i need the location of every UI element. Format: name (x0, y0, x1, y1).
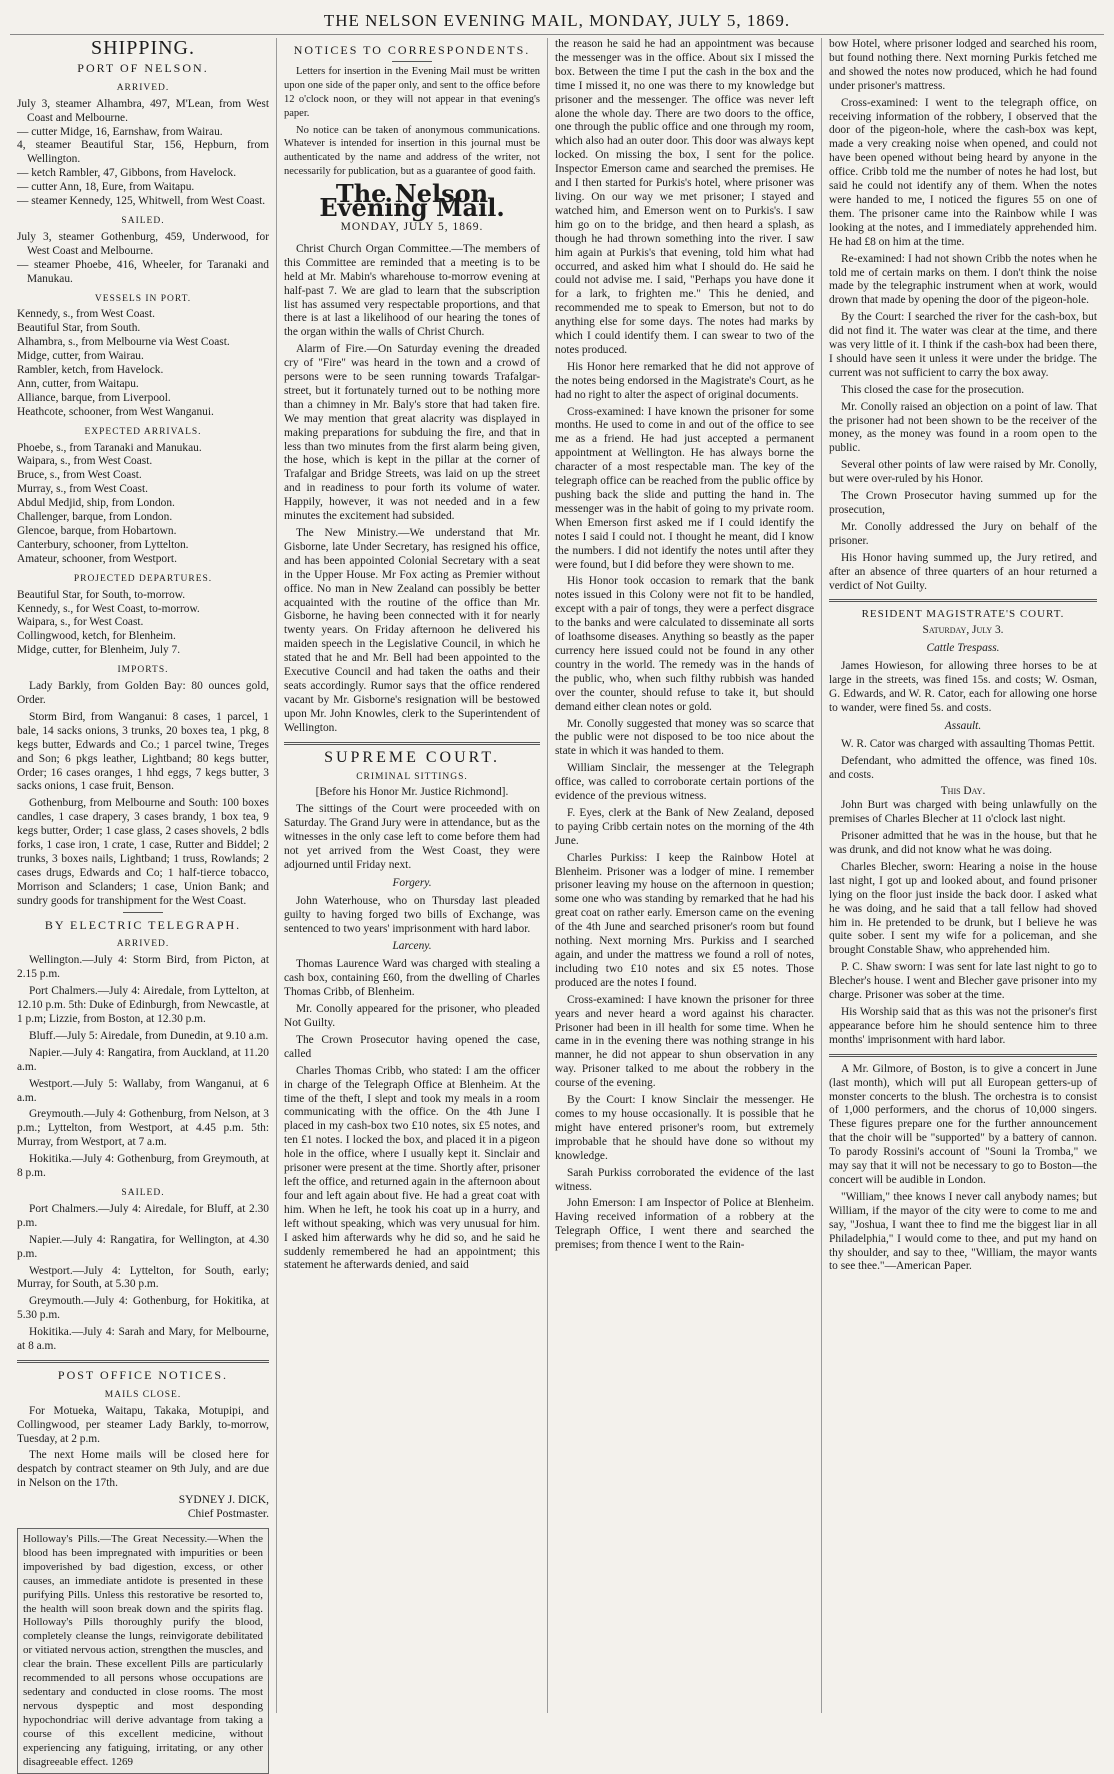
trial-paragraph: Cross-examined: I have known the prisoner for three years and never heard a word against his character. Prisoner had been in ill health for some time. When he came in in the evening there was nothing strange in his manner, he did not appear to shun observation in any way. Prisoner talked to me about the robbery in the course of the evening. (555, 993, 814, 1090)
forgery-head: Forgery. (392, 876, 432, 889)
mails-head: MAILS CLOSE. (104, 1389, 182, 1400)
list-item: Murray, s., from West Coast. (17, 483, 149, 496)
list-item: Midge, cutter, from Wairau. (17, 350, 144, 363)
list-item: Beautiful Star, from South. (17, 322, 141, 335)
import-entry: Lady Barkly, from Golden Bay: 80 ounces gold, Order. (17, 680, 269, 706)
imports-head: IMPORTS. (117, 665, 169, 676)
telegraph-entry: Greymouth.—July 4: Gothenburg, for Hokitika, at 5.30 p.m. (17, 1295, 269, 1322)
list-item: Ann, cutter, from Waitapu. (17, 377, 139, 390)
signature-role: Chief Postmaster. (187, 1508, 269, 1521)
list-item: — steamer Phoebe, 416, Wheeler, for Taranaki and Manukau. (17, 258, 269, 285)
telegraph-entry: Westport.—July 5: Wallaby, from Wanganui, at 6 a.m. (17, 1077, 269, 1104)
larceny-text: Charles Thomas Cribb, who stated: I am the officer in charge of the Telegraph Office at Blenheim. At the time of the theft, I slept and took my meals in a room communicating with the office. On the 4th June I placed in my cash-box two £10 notes, six £5 notes, and ten £1 notes. I locked the box, and placed it in a pigeon hole in the office, where I usually kept it. Sinclair and prisoner were present at the time. Shortly after, prisoner left the office, and returned again in the afternoon about four and left again about five. He had a great coat with him. When he left, he took his coat up in a hurry, and left without speaking, which was very unusual for him. I asked him afterwards why he did so, and he said he suddenly remembered he had an appointment; this statement he afterwards denied, and said (284, 1064, 540, 1272)
trial-paragraph: Charles Purkiss: I keep the Rainbow Hotel at Blenheim. Prisoner was a lodger of mine. I remember prisoner leaving my house on the afternoon in question; some one who was standing by remarked that he had his great coat on rather early. Emerson came on the evening of the 4th June and searched prisoner's room but found nothing. Next morning Mrs. Purkiss and I searched again, and under the mattress we found a roll of notes, including two £10 notes and six £5 notes. Those produced are the notes I found. (555, 851, 814, 989)
column-3 (547, 38, 821, 1713)
list-item: Beautiful Star, for South, to-morrow. (17, 588, 186, 601)
trial-paragraph: Mr. Conolly raised an objection on a point of law. That the prisoner had not been shown to be the receiver of the money, as the money was found in a room open to the public. (829, 400, 1097, 455)
arrived-list (17, 98, 269, 209)
telegraph-entry: Bluff.—July 5: Airedale, from Dunedin, at 9.10 a.m. (29, 1029, 269, 1042)
list-item: Alliance, barque, from Liverpool. (17, 391, 171, 404)
court-entry: Defendant, who admitted the offence, was fined 10s. and costs. (829, 754, 1097, 781)
list-item: Challenger, barque, from London. (17, 511, 173, 524)
trial-paragraph: William Sinclair, the messenger at the Telegraph office, was called to corroborate certain portions of the evidence of the previous witness. (555, 762, 814, 803)
court-entry: John Burt was charged with being unlawfully on the premises of Charles Blecher at 11 o'clock last night. (829, 799, 1097, 826)
telegraph-entry: Napier.—July 4: Rangatira, from Auckland, at 11.20 a.m. (17, 1046, 269, 1073)
cattle-head: Cattle Trespass. (926, 642, 1000, 655)
columns (10, 37, 1104, 1768)
gilmore-item: A Mr. Gilmore, of Boston, is to give a concert in June (last month), which will put all European getters-up of monster concerts to the blush. The orchestra is to consist of 1,000 performers, and the chorus of 10,000 singers. These figures prepare one for the further announcement that the choir will be "supported" by a battery of cannon. To parody Rossini's account of "Souni la Tromba," we may say that it will not be necessary to go to Boston—the concert will be audible in London. (829, 1062, 1097, 1186)
larceny-head: Larceny. (392, 940, 432, 953)
list-item: Waipara, s., from West Coast. (17, 455, 153, 468)
telegraph-entry: Hokitika.—July 4: Gothenburg, from Greymouth, at 8 p.m. (17, 1153, 269, 1180)
notice-text: Letters for insertion in the Evening Mail must be written upon one side of the paper only, and sent to the office before 12 o'clock noon, or they will not appear in that evening's paper. (284, 65, 540, 119)
forgery-text: John Waterhouse, who on Thursday last pleaded guilty to having forged two bills of Exchange, was sentenced to two years' imprisonment with hard labor. (284, 894, 540, 935)
divider (829, 1054, 1097, 1057)
divider (123, 912, 163, 913)
signature-name: SYDNEY J. DICK, (178, 1494, 269, 1507)
supreme-court-title: SUPREME COURT. (324, 748, 500, 766)
list-item: Bruce, s., from West Coast. (17, 469, 142, 482)
trial-paragraph: bow Hotel, where prisoner lodged and searched his room, but found nothing there. Next morning Purkis fetched me and showed the notes now produced, which he had found under prisoner's mattress. (829, 38, 1097, 92)
trial-paragraph: F. Eyes, clerk at the Bank of New Zealand, deposed to paying Cribb certain notes on the morning of the 4th June. (555, 806, 814, 847)
news-paragraph: The New Ministry.—We understand that Mr. Gisborne, late Under Secretary, has resigned his office, and has been appointed Colonial Secretary with a seat in the Upper House. Mr Fox acting as Premier without office. No man in New Zealand can possibly be better acquainted with the routine of the office than Mr. Gisborne, he having been connected with it for nearly twenty years. On Friday afternoon he delivered his maiden speech in the Legislative Council, in which he stated that he and Mr. Bell had been appointed to the Executive Council and had taken the oaths and their seats accordingly. Rumor says that the office rendered vacant by Mr. Gisborne's resignation will be bestowed upon Mr. John Knowles, clerk to the Superintendent of Wellington. (284, 527, 540, 734)
court-intro: The sittings of the Court were proceeded with on Saturday. The Grand Jury were in attendance, but as the witnesses in the only case left to come before them had not yet arrived from the West Coast, they were adjourned until Friday next. (284, 803, 540, 871)
telegraph-entry: Port Chalmers.—July 4: Airedale, from Lyttelton, at 12.10 p.m. 5th: Duke of Edinburgh, from Newcastle, at 1 p.m; Lizzie, from Boston, at 12.30 p.m. (17, 985, 269, 1025)
telegraph-entry: Greymouth.—July 4: Gothenburg, from Nelson, at 3 p.m.; Lyttelton, from Westport, at 4.45 p.m. 5th: Murray, from Westport, at 7 a.m. (17, 1108, 269, 1149)
mail-notice: For Motueka, Waitapu, Takaka, Motupipi, and Collingwood, per steamer Lady Barkly, to-morrow, Tuesday, at 2 p.m. (17, 1404, 269, 1445)
court-entry: P. C. Shaw sworn: I was sent for late last night to go to Blecher's house. I went and Blecher gave prisoner into my charge. Prisoner was sober at the time. (829, 961, 1097, 1002)
column-4 (821, 38, 1104, 1713)
divider (829, 599, 1097, 602)
expected-head: EXPECTED ARRIVALS. (84, 426, 202, 437)
list-item: Collingwood, ketch, for Blenheim. (17, 630, 176, 643)
list-item: Canterbury, schooner, from Lyttelton. (17, 538, 189, 551)
trial-paragraph: His Honor here remarked that he did not approve of the notes being endorsed in the Magistrate's Court, as he had no right to alter the aspect of original documents. (555, 360, 814, 401)
import-entry: Storm Bird, from Wanganui: 8 cases, 1 parcel, 1 bale, 14 sacks onions, 3 trunks, 20 boxes tea, 1 pkg, 8 kegs butter, Edwards and Co.; 1 parcel twine, Treges and Son; 6 pkgs leather, Lightband; 80 kegs butter, Order; 16 cases oranges, 1 hhd eggs, 7 kegs butter, 3 sacks onions, 1 case fruit, Benson. (17, 710, 269, 793)
issue-date: MONDAY, JULY 5, 1869. (340, 220, 484, 233)
trial-paragraph: The Crown Prosecutor having summed up for the prosecution, (829, 490, 1097, 516)
list-item: Waipara, s., for West Coast. (17, 616, 144, 629)
post-office-title: POST OFFICE NOTICES. (57, 1367, 229, 1382)
court-entry: Prisoner admitted that he was in the house, but that he was drunk, and did not know what he was doing. (829, 830, 1097, 857)
trial-paragraph: the reason he said he had an appointment was because the messenger was in the office. About six I missed the box. Between the time I put the cash in the box and the time I missed it, no one was there to my knowledge but prisoner and the messenger. The office was never left alone the whole day. There are two doors to the office, one through the public office and one through my room, which also had an outer door. This door was always kept locked. On missing the box, I sent for the police. Inspector Emerson came and searched the premises. He and I then started for Purkis's hotel, where prisoner was living. On our way we met prisoner; I stayed and watched him, and Emerson went on to Purkis's. I saw him go on to the bridge, and then heard a splash, as though he had thrown something into the river. I saw him again at Purkis's that evening, told him what had occurred, and asked him what I should do. He said he could not advise me. I said, "Perhaps you have done it for a lark, to frighten me." This he denied, and recommended me to speak to Emerson, but not to do anything else for some days. The notes had marks by which I could identify them. I can swear to two of the notes produced. (555, 38, 814, 356)
arrived-head: ARRIVED. (116, 82, 170, 93)
list-item: July 3, steamer Alhambra, 497, M'Lean, from West Coast and Melbourne. (17, 97, 269, 124)
shipping-title: SHIPPING. (90, 37, 196, 59)
list-item: Alhambra, s., from Melbourne via West Coast. (17, 336, 230, 349)
column-2 (276, 38, 547, 1713)
list-item: Midge, cutter, for Blenheim, July 7. (17, 644, 181, 657)
court-entry: Charles Blecher, sworn: Hearing a noise in the house last night, I got up and looked about, and found prisoner lying on the floor just inside the back door. I asked what he was doing, and he said that a tall fellow had shoved him in. He pretended to be drunk, but I believe he was quite sober. I sent my wife for a policeman, and she brought Constable Shaw, who apprehended him. (829, 860, 1097, 957)
assault-head: Assault. (944, 719, 982, 732)
paper-title: The Nelson Evening Mail. (319, 179, 505, 223)
trial-paragraph: His Honor having summed up, the Jury retired, and after an absence of three quarters of an hour returned a verdict of Not Guilty. (829, 551, 1097, 592)
william-item: "William," thee knows I never call anybody names; but William, if the mayor of the city were to come to me and say, "Joshua, I want thee to find me the biggest liar in all Philadelphia," I would come to thee, and put my hand on thy shoulder, and say to thee, "William, the mayor wants to see thee."—American Paper. (829, 1190, 1097, 1273)
mail-notice: The next Home mails will be closed here for despatch by contract steamer on 9th July, and are due in Nelson on the 17th. (17, 1449, 269, 1490)
list-item: Amateur, schooner, from Westport. (17, 552, 177, 565)
list-item: Heathcote, schooner, from West Wanganui. (17, 405, 214, 418)
import-entry: Gothenburg, from Melbourne and South: 100 boxes candles, 1 case drapery, 3 cases brandy, 1 box tea, 9 kegs butter, Order; 1 case glass, 2 cases shovels, 2 bdls forks, 1 case iron, 1 crate, 1 case, Rutter and Biddel; 2 trunks, 3 boxes nails, Lightband; 1 truss, Rowlands; 2 cases drugs, Edwards and Co; 1 half-tierce tobacco, Morrison and Sclanders; 1 case, Union Bank; and sundry goods for transhipment for the West Coast. (17, 797, 269, 907)
rm-court-title: RESIDENT MAGISTRATE'S COURT. (861, 608, 1065, 621)
trial-paragraph: Mr. Conolly suggested that money was so scarce that the public were not disposed to be too nice about the state in which it was handed to them. (555, 717, 814, 758)
tel-sailed-head: SAILED. (121, 1187, 165, 1198)
court-entry: His Worship said that as this was not the prisoner's first appearance before him he should sentence him to three months' imprisonment with hard labor. (829, 1006, 1097, 1046)
criminal-sittings: CRIMINAL SITTINGS. (356, 771, 468, 782)
list-item: Kennedy, s., for West Coast, to-morrow. (17, 602, 200, 615)
larceny-text: The Crown Prosecutor having opened the case, called (284, 1033, 540, 1060)
divider (284, 742, 540, 745)
telegraph-entry: Westport.—July 4: Lyttelton, for South, early; Murray, for South, at 5.30 p.m. (17, 1264, 269, 1291)
this-day-head: This Day. (940, 785, 986, 798)
list-item: — cutter Midge, 16, Earnshaw, from Wairau. (17, 125, 223, 138)
list-item: Phoebe, s., from Taranaki and Manukau. (17, 441, 202, 454)
court-entry: James Howieson, for allowing three horses to be at large in the streets, was fined 15s. and costs; W. Osman, G. Edwards, and W. R. Cator, each for allowing one horse to wander, were fined 5s. and costs. (829, 660, 1097, 714)
telegraph-entry: Hokitika.—July 4: Sarah and Mary, for Melbourne, at 8 a.m. (17, 1326, 269, 1353)
list-item: Glencoe, barque, from Hobartown. (17, 525, 177, 537)
list-item: — cutter Ann, 18, Eure, from Waitapu. (17, 181, 195, 194)
divider (17, 1360, 269, 1363)
trial-paragraph: John Emerson: I am Inspector of Police at Blenheim. Having received information of a robbery at the Telegraph Office, I went there and searched the premises; from thence I went to the Rain- (555, 1197, 814, 1252)
trial-paragraph: His Honor took occasion to remark that the bank notes issued in this Colony were not fit to be handled, except with a pair of tongs, they were a perfect disgrace to the banks and were calculated to disseminate all sorts of loathsome diseases. Anything so beastly as the paper currency here issued could not be found in any other country in the world. The remedy was in the hands of the public, who, when such filthy rubbish was handed over the counter, should refuse to take it, but should demand either clean notes or gold. (555, 575, 814, 713)
list-item: July 3, steamer Gothenburg, 459, Underwood, for West Coast and Melbourne. (17, 230, 269, 257)
list-item: — ketch Rambler, 47, Gibbons, from Havelock. (17, 167, 237, 180)
larceny-text: Thomas Laurence Ward was charged with stealing a cash box, containing £60, from the dwelling of Charles Thomas Cribb, of Blenheim. (284, 958, 540, 999)
court-entry: W. R. Cator was charged with assaulting Thomas Pettit. (841, 737, 1095, 750)
column-1 (10, 37, 276, 1768)
notices-title: NOTICES TO CORRESPONDENTS. (293, 43, 531, 57)
list-item: Rambler, ketch, from Havelock. (17, 364, 164, 377)
divider (392, 61, 432, 62)
trial-paragraph: Sarah Purkiss corroborated the evidence of the last witness. (555, 1166, 814, 1193)
sailed-head: SAILED. (121, 215, 165, 226)
news-paragraph: Christ Church Organ Committee.—The members of this Committee are reminded that a meeting is to be held at Mr. Mabin's wharehouse to-morrow evening at half-past 7. We are glad to learn that the subscription list has assumed very respectable proportions, and that there is at last a likelihood of our hearing the tones of the organ within the walls of Christ Church. (284, 242, 540, 339)
telegraph-entry: Port Chalmers.—July 4: Airedale, for Bluff, at 2.30 p.m. (17, 1202, 269, 1229)
larceny-text: Mr. Conolly appeared for the prisoner, who pleaded Not Guilty. (284, 1003, 540, 1029)
court-before: [Before his Honor Mr. Justice Richmond]. (315, 786, 509, 799)
rm-date: Saturday, July 3. (922, 624, 1004, 637)
notice-text: No notice can be taken of anonymous communications. Whatever is intended for insertion in this journal must be authenticated by the name and address of the writer, not necessarily for publication, but as a guarantee of good faith. (284, 124, 540, 178)
trial-paragraph: Re-examined: I had not shown Cribb the notes when he told me of certain marks on them. I don't think the noise made by the telegraphic instrument when at work, would drown that made by opening the door of the pigeon-hole. (829, 252, 1097, 307)
news-paragraph: Alarm of Fire.—On Saturday evening the dreaded cry of "Fire" was heard in the town and a crowd of persons were to be seen running towards Trafalgar-street, but it fortunately turned out to be nothing more than a chimney in Mr. Baly's store that had taken fire. We may mention that great alacrity was displayed in making preparations for subduing the fire, and that in less than two minutes from the first alarm being given, the hose, which is kept in the pillar at the corner of Trafalgar and Bridge Streets, was laid on up the street and in readiness to pour forth its volume of water. Happily, however, it was not needed and in a few minutes the excitement had subsided. (284, 343, 540, 523)
trial-paragraph: Mr. Conolly addressed the Jury on behalf of the prisoner. (829, 520, 1097, 547)
masthead: THE NELSON EVENING MAIL, MONDAY, JULY 5, 1869. (10, 8, 1104, 35)
trial-paragraph: By the Court: I searched the river for the cash-box, but did not find it. The water was clear at the time, and there was very little of it. I think if the cash-box had been there, I should have seen it unless it were under the bridge. The current was not sufficient to carry the box away. (829, 311, 1097, 379)
tel-arrived-head: ARRIVED. (116, 939, 170, 950)
trial-paragraph: Several other points of law were raised by Mr. Conolly, but were over-ruled by his Honor. (829, 459, 1097, 486)
port-title: PORT OF NELSON. (77, 60, 209, 75)
telegraph-entry: Wellington.—July 4: Storm Bird, from Picton, at 2.15 p.m. (17, 954, 269, 981)
trial-paragraph: Cross-examined: I went to the telegraph office, on receiving information of the robbery, I observed that the door of the pigeon-hole, where the cash-box was kept, made a very creaking noise when opened, and could not have been opened without being heard by anyone in the office. Cribb told me the number of notes he had lost, but said he could not identify any of them. When the notes were handed to me, I noticed the figures 55 on one of them. The prisoner came into the Rainbow while I was looking at the notes, and I immediately apprehended him. He had £8 on him at the time. (829, 96, 1097, 248)
list-item: 4, steamer Beautiful Star, 156, Hepburn, from Wellington. (17, 139, 269, 166)
list-item: Abdul Medjid, ship, from London. (17, 497, 175, 510)
inport-head: VESSELS IN PORT. (94, 293, 192, 304)
holloway-advert: Holloway's Pills.—The Great Necessity.—When the blood has been impregnated with impurities or been impoverished by bad digestion, excess, or other causes, an immediate antidote is presented in these purifying Pills. Unless this restorative be resorted to, the health will soon break down and the spirits flag. Holloway's Pills thoroughly purify the blood, completely cleanse the lungs, reinvigorate debilitated or vitiated nervous action, strengthen the muscles, and clear the brain. These excellent Pills are particularly recommended to all persons whose occupations are sedentary and conducted in close rooms. The most nervous dyspeptic and most desponding hypochondriac will derive advantage from taking a course of this excellent medicine, without experiencing any fatiguing, irritating, or any other disagreeable effect. 1269 (17, 1528, 269, 1774)
telegraph-title: BY ELECTRIC TELEGRAPH. (44, 917, 242, 932)
list-item: — steamer Kennedy, 125, Whitwell, from West Coast. (17, 195, 266, 208)
list-item: Kennedy, s., from West Coast. (17, 308, 155, 321)
trial-paragraph: This closed the case for the prosecution. (841, 383, 1025, 396)
trial-paragraph: By the Court: I know Sinclair the messenger. He comes to my house occasionally. It is possible that he might have entered prisoner's room, but extremely improbable that he should have done so without my knowledge. (555, 1094, 814, 1162)
trial-paragraph: Cross-examined: I have known the prisoner for some months. He used to come in and out of the office to see me as a friend. He had just accepted a permanent appointment at Wellington. He has always borne the character of a most respectable man. The key of the telegraph office can be reached from the public office by pushing back the slide and putting the hand in. The messenger was in the habit of going to my private room. When Emerson first asked me if I could identify the notes I said I could not. I thought he meant, did I know the numbers. I did not identify the notes until after they were found, but I did before they were shown to me. (555, 405, 814, 571)
telegraph-entry: Napier.—July 4: Rangatira, for Wellington, at 4.30 p.m. (17, 1233, 269, 1260)
projected-head: PROJECTED DEPARTURES. (73, 573, 213, 584)
